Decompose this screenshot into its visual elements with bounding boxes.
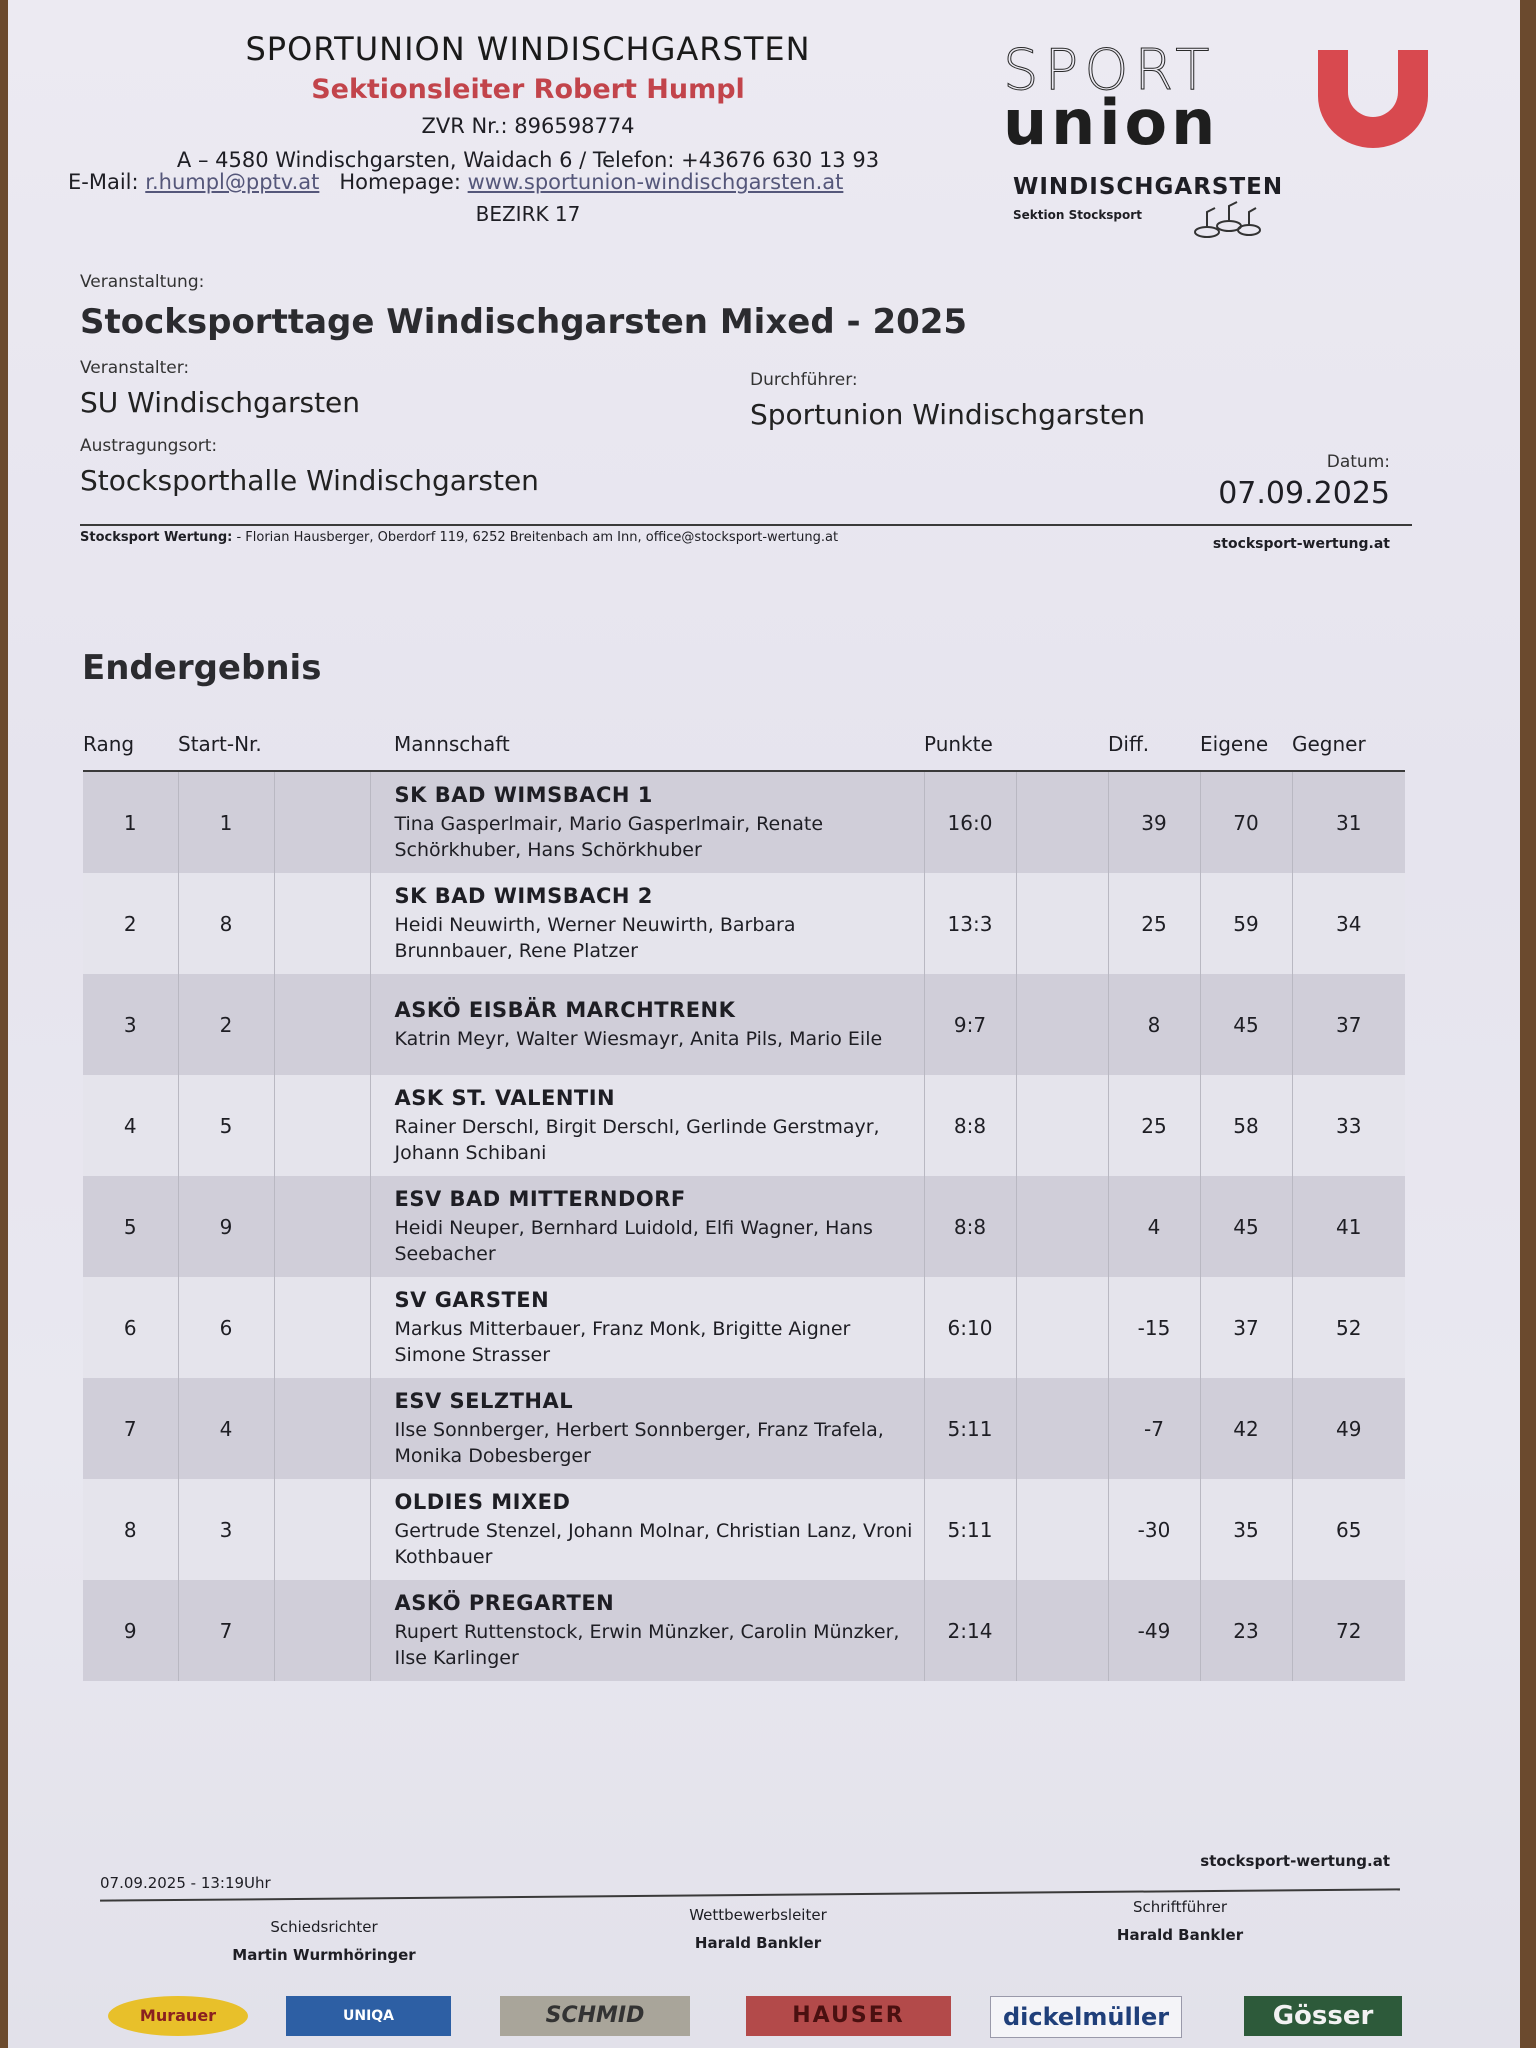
own-score-cell: 58 <box>1200 1075 1292 1176</box>
header-divider <box>80 524 1412 526</box>
col-start-no: Start-Nr. <box>178 726 274 771</box>
diff-cell: 8 <box>1108 974 1200 1075</box>
spacer-cell <box>1016 1479 1108 1580</box>
referee-name: Martin Wurmhöringer <box>232 1946 416 1964</box>
own-score-cell: 42 <box>1200 1378 1292 1479</box>
executor: Sportunion Windischgarsten <box>750 398 1146 431</box>
director-name: Harald Bankler <box>694 1934 822 1952</box>
own-score-cell: 45 <box>1200 1176 1292 1277</box>
spacer-cell <box>274 974 370 1075</box>
opponent-score-cell: 34 <box>1292 873 1405 974</box>
start-number-cell: 5 <box>178 1075 274 1176</box>
rank-cell: 6 <box>83 1277 178 1378</box>
col-team: Mannschaft <box>370 726 924 771</box>
recorder-name: Harald Bankler <box>1116 1926 1244 1944</box>
own-score-cell: 37 <box>1200 1277 1292 1378</box>
homepage-link[interactable]: www.sportunion-windischgarsten.at <box>467 170 844 194</box>
opponent-score-cell: 65 <box>1292 1479 1405 1580</box>
team-members: Katrin Meyr, Walter Wiesmayr, Anita Pils, Mario Eile <box>394 1027 883 1050</box>
spacer-cell <box>274 1378 370 1479</box>
wertung-text: - Florian Hausberger, Oberdorf 119, 6252 Breitenbach am Inn, office@stocksport-wertung.at <box>236 530 839 545</box>
wertung-site: stocksport-wertung.at <box>1212 536 1390 552</box>
rank-cell: 1 <box>83 771 178 873</box>
sponsor-logo-uniqa: UNIQA <box>286 1996 451 2036</box>
spacer-cell <box>1016 1378 1108 1479</box>
referee-signature <box>194 1918 454 1964</box>
opponent-score-cell: 41 <box>1292 1176 1405 1277</box>
results-heading: Endergebnis <box>82 648 322 688</box>
wertung-credit <box>80 530 838 545</box>
points-cell: 13:3 <box>924 873 1016 974</box>
club-address: A – 4580 Windischgarsten, Waidach 6 / Telefon: +43676 630 13 93 <box>176 148 880 172</box>
start-number-cell: 9 <box>178 1176 274 1277</box>
col-points: Punkte <box>924 726 1016 771</box>
start-number-cell: 7 <box>178 1580 274 1681</box>
rank-cell: 7 <box>83 1378 178 1479</box>
opponent-score-cell: 49 <box>1292 1378 1405 1479</box>
recorder-signature <box>1050 1898 1310 1944</box>
footer-site: stocksport-wertung.at <box>1200 1852 1390 1870</box>
team-name: ASK ST. VALENTIN <box>394 1085 616 1110</box>
opponent-score-cell: 31 <box>1292 771 1405 873</box>
spacer-cell <box>274 873 370 974</box>
own-score-cell: 45 <box>1200 974 1292 1075</box>
diff-cell: -30 <box>1108 1479 1200 1580</box>
organizer: SU Windischgarsten <box>80 386 361 419</box>
spacer-cell <box>274 771 370 873</box>
table-row <box>83 1378 1405 1479</box>
spacer-cell <box>1016 1580 1108 1681</box>
start-number-cell: 4 <box>178 1378 274 1479</box>
col-spacer <box>274 726 370 771</box>
spacer-cell <box>274 1176 370 1277</box>
spacer-cell <box>1016 1075 1108 1176</box>
curling-stones-icon <box>1193 200 1263 240</box>
zvr-number: ZVR Nr.: 896598774 <box>421 114 635 138</box>
spacer-cell <box>1016 771 1108 873</box>
team-cell <box>370 1176 924 1277</box>
rank-cell: 8 <box>83 1479 178 1580</box>
opponent-score-cell: 52 <box>1292 1277 1405 1378</box>
points-cell: 6:10 <box>924 1277 1016 1378</box>
table-row <box>83 873 1405 974</box>
referee-label: Schiedsrichter <box>270 1918 378 1936</box>
col-opp: Gegner <box>1292 726 1405 771</box>
spacer-cell <box>274 1277 370 1378</box>
team-members: Heidi Neuper, Bernhard Luidold, Elfi Wagner, Hans Seebacher <box>394 1216 873 1265</box>
logo-town-text: WINDISCHGARSTEN <box>1013 174 1284 200</box>
section-leader: Sektionsleiter Robert Humpl <box>311 74 745 105</box>
team-members: Gertrude Stenzel, Johann Molnar, Christian Lanz, Vroni Kothbauer <box>394 1519 913 1568</box>
club-name: SPORTUNION WINDISCHGARSTEN <box>245 30 811 68</box>
team-name: SK BAD WIMSBACH 1 <box>394 782 653 807</box>
col-rank: Rang <box>83 726 178 771</box>
rank-cell: 5 <box>83 1176 178 1277</box>
spacer-cell <box>1016 873 1108 974</box>
team-members: Markus Mitterbauer, Franz Monk, Brigitte Aigner Simone Strasser <box>394 1317 851 1366</box>
diff-cell: -15 <box>1108 1277 1200 1378</box>
rank-cell: 4 <box>83 1075 178 1176</box>
diff-cell: 39 <box>1108 771 1200 873</box>
event-label: Veranstaltung: <box>80 272 205 292</box>
diff-cell: 4 <box>1108 1176 1200 1277</box>
start-number-cell: 3 <box>178 1479 274 1580</box>
spacer-cell <box>1016 1176 1108 1277</box>
team-members: Rainer Derschl, Birgit Derschl, Gerlinde Gerstmayr, Johann Schibani <box>394 1115 880 1164</box>
team-name: SV GARSTEN <box>394 1287 550 1312</box>
table-row <box>83 1075 1405 1176</box>
team-cell <box>370 1277 924 1378</box>
spacer-cell <box>1016 1277 1108 1378</box>
table-header-row <box>83 726 1405 771</box>
team-members: Tina Gasperlmair, Mario Gasperlmair, Renate Schörkhuber, Hans Schörkhuber <box>394 812 824 861</box>
event-date: 07.09.2025 <box>1218 476 1390 511</box>
logo-section-text: Sektion Stocksport <box>1013 208 1142 222</box>
recorder-label: Schriftführer <box>1132 1898 1228 1916</box>
table-row <box>83 1176 1405 1277</box>
rank-cell: 3 <box>83 974 178 1075</box>
rank-cell: 2 <box>83 873 178 974</box>
district: BEZIRK 17 <box>475 202 581 226</box>
team-name: ASKÖ PREGARTEN <box>394 1590 615 1615</box>
own-score-cell: 70 <box>1200 771 1292 873</box>
start-number-cell: 8 <box>178 873 274 974</box>
results-table <box>83 726 1405 1681</box>
homepage-label: Homepage: <box>339 170 461 194</box>
points-cell: 5:11 <box>924 1378 1016 1479</box>
union-u-icon <box>1308 42 1438 150</box>
team-cell <box>370 771 924 873</box>
table-row <box>83 771 1405 873</box>
table-row <box>83 1277 1405 1378</box>
spacer-cell <box>274 1580 370 1681</box>
points-cell: 5:11 <box>924 1479 1016 1580</box>
table-row <box>83 974 1405 1075</box>
start-number-cell: 6 <box>178 1277 274 1378</box>
logo-sport-text: SPORT <box>1003 38 1216 103</box>
sponsor-logo-dickelmueller: dickelmüller <box>990 1996 1182 2038</box>
points-cell: 8:8 <box>924 1176 1016 1277</box>
print-timestamp: 07.09.2025 - 13:19Uhr <box>100 1874 271 1892</box>
sponsor-logo-schmid: SCHMID <box>500 1996 690 2036</box>
diff-cell: -7 <box>1108 1378 1200 1479</box>
col-own: Eigene <box>1200 726 1292 771</box>
team-name: OLDIES MIXED <box>394 1489 571 1514</box>
start-number-cell: 1 <box>178 771 274 873</box>
diff-cell: 25 <box>1108 1075 1200 1176</box>
own-score-cell: 23 <box>1200 1580 1292 1681</box>
organizer-label: Veranstalter: <box>80 358 190 378</box>
sponsor-logo-goesser: Gösser <box>1244 1996 1402 2036</box>
team-cell <box>370 1378 924 1479</box>
points-cell: 9:7 <box>924 974 1016 1075</box>
team-name: ESV BAD MITTERNDORF <box>394 1186 686 1211</box>
points-cell: 16:0 <box>924 771 1016 873</box>
spacer-cell <box>274 1479 370 1580</box>
team-members: Heidi Neuwirth, Werner Neuwirth, Barbara Brunnbauer, Rene Platzer <box>394 913 796 962</box>
venue: Stocksporthalle Windischgarsten <box>80 464 539 497</box>
venue-label: Austragungsort: <box>80 436 218 456</box>
team-cell <box>370 1075 924 1176</box>
own-score-cell: 35 <box>1200 1479 1292 1580</box>
team-name: ASKÖ EISBÄR MARCHTRENK <box>394 997 736 1022</box>
date-label: Datum: <box>1326 452 1390 472</box>
opponent-score-cell: 33 <box>1292 1075 1405 1176</box>
table-row <box>83 1479 1405 1580</box>
team-name: ESV SELZTHAL <box>394 1388 574 1413</box>
results-body <box>83 771 1405 1681</box>
spacer-cell <box>274 1075 370 1176</box>
table-row <box>83 1580 1405 1681</box>
diff-cell: 25 <box>1108 873 1200 974</box>
sponsor-logo-murauer: Murauer <box>108 1996 248 2036</box>
team-cell <box>370 1479 924 1580</box>
diff-cell: -49 <box>1108 1580 1200 1681</box>
result-sheet <box>8 0 1520 2048</box>
team-cell <box>370 1580 924 1681</box>
own-score-cell: 59 <box>1200 873 1292 974</box>
team-members: Rupert Ruttenstock, Erwin Münzker, Carolin Münzker, Ilse Karlinger <box>394 1620 900 1669</box>
email-link[interactable]: r.humpl@pptv.at <box>145 170 320 194</box>
contact-row <box>68 170 968 194</box>
director-label: Wettbewerbsleiter <box>689 1906 827 1924</box>
sponsor-logo-hauser: HAUSER <box>746 1996 951 2036</box>
spacer-cell <box>1016 974 1108 1075</box>
opponent-score-cell: 37 <box>1292 974 1405 1075</box>
wertung-label: Stocksport Wertung: <box>80 530 233 545</box>
col-diff: Diff. <box>1108 726 1200 771</box>
points-cell: 2:14 <box>924 1580 1016 1681</box>
sportunion-logo <box>1003 38 1453 222</box>
director-signature <box>628 1906 888 1952</box>
logo-union-text: union <box>1003 86 1220 159</box>
points-cell: 8:8 <box>924 1075 1016 1176</box>
start-number-cell: 2 <box>178 974 274 1075</box>
team-name: SK BAD WIMSBACH 2 <box>394 883 653 908</box>
team-cell <box>370 873 924 974</box>
opponent-score-cell: 72 <box>1292 1580 1405 1681</box>
email-label: E-Mail: <box>68 170 139 194</box>
col-spacer2 <box>1016 726 1108 771</box>
event-title: Stocksporttage Windischgarsten Mixed - 2025 <box>80 302 968 342</box>
executor-label: Durchführer: <box>750 370 858 390</box>
team-members: Ilse Sonnberger, Herbert Sonnberger, Franz Trafela, Monika Dobesberger <box>394 1418 884 1467</box>
team-cell <box>370 974 924 1075</box>
rank-cell: 9 <box>83 1580 178 1681</box>
